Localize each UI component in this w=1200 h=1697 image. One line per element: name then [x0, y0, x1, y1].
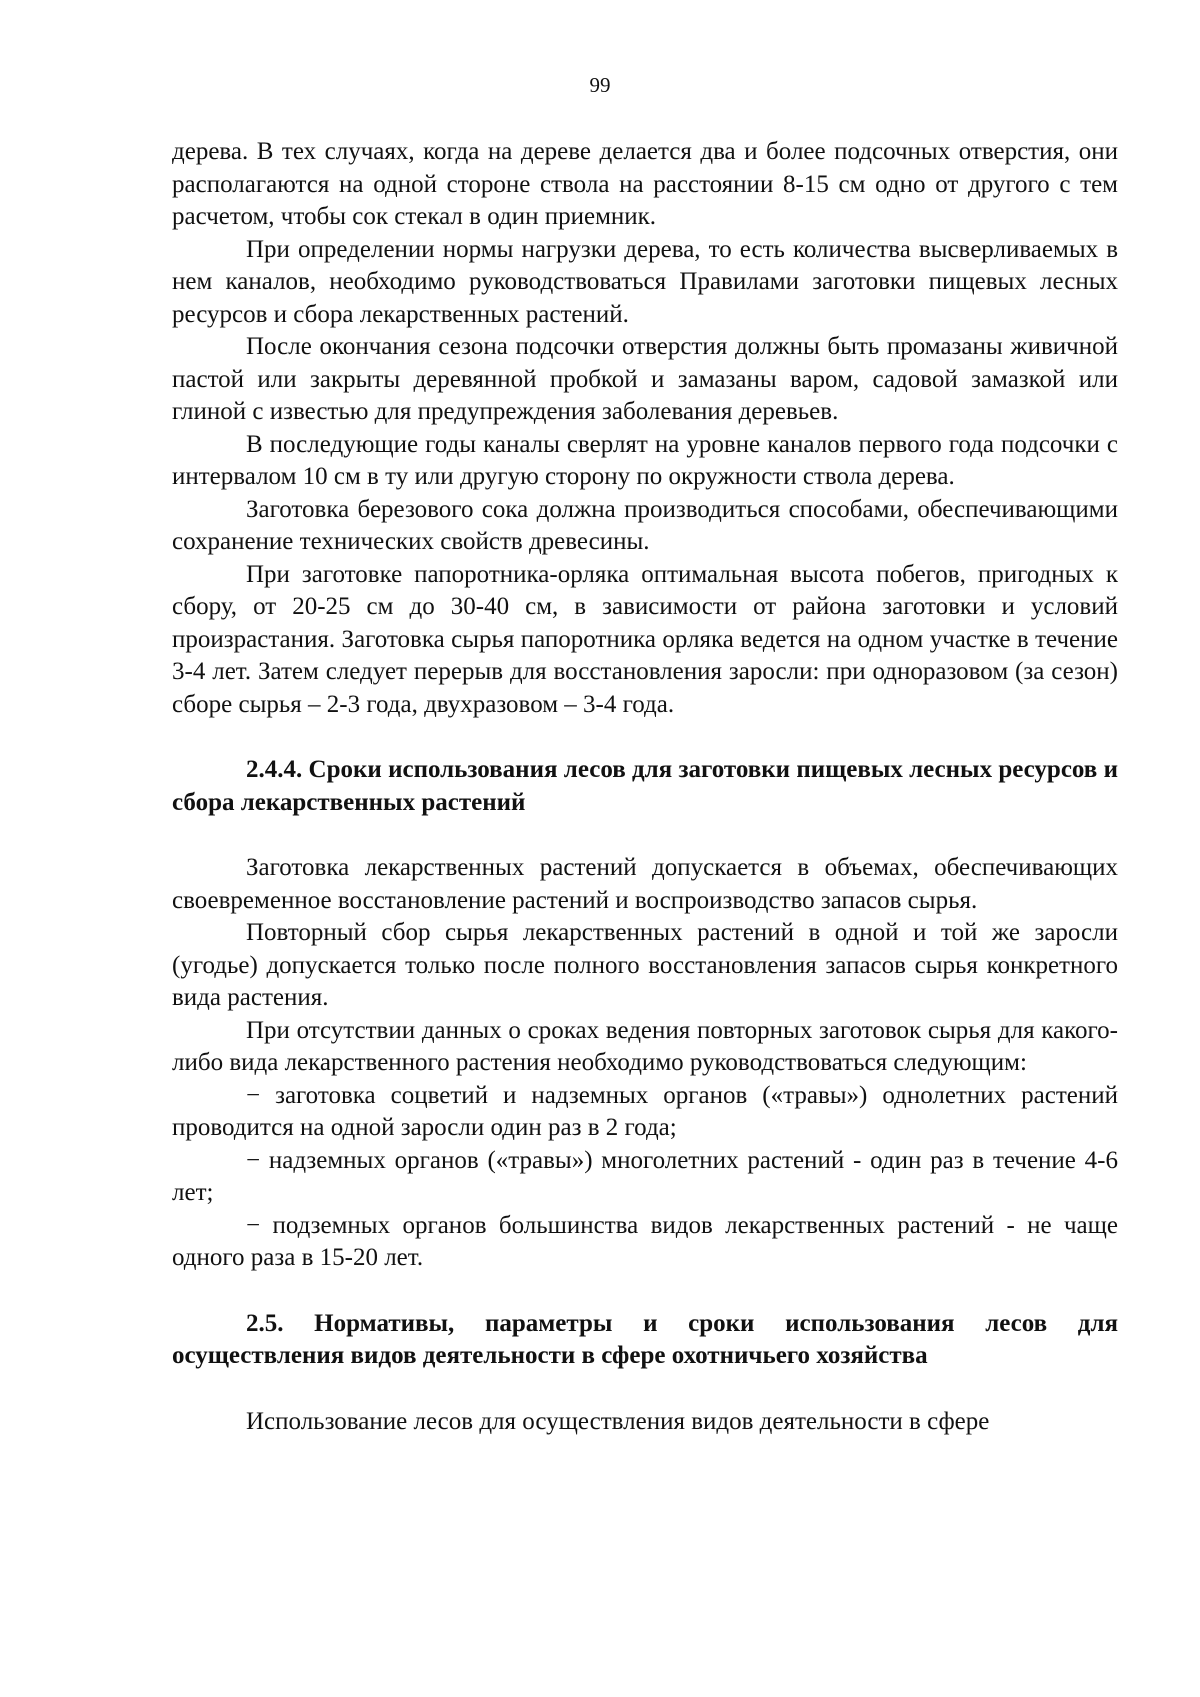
- section-spacer: [172, 1275, 1118, 1308]
- paragraph: Повторный сбор сырья лекарственных растений в одной и той же заросли (угодье) допускается только после полного восстановления запасов сырья конкретного вида растения.: [172, 919, 1118, 1011]
- paragraph: В последующие годы каналы сверлят на уровне каналов первого года подсочки с интервалом 10 см в ту или другую сторону по окружности ствола дерева.: [172, 430, 1118, 490]
- paragraph: После окончания сезона подсочки отверстия должны быть промазаны живичной пастой или закрыты деревянной пробкой и замазаны варом, садовой замазкой или глиной с известью для предупреждения заболевания деревьев.: [172, 333, 1118, 425]
- section-spacer: [172, 721, 1118, 754]
- paragraph: При отсутствии данных о сроках ведения повторных заготовок сырья для какого-либо вида лекарственного растения необходимо руководствоваться следующим:: [172, 1016, 1118, 1076]
- paragraph: Заготовка березового сока должна производиться способами, обеспечивающими сохранение технических свойств древесины.: [172, 495, 1118, 555]
- section-spacer: [172, 1373, 1118, 1406]
- section-spacer: [172, 819, 1118, 852]
- page-number: 99: [589, 73, 611, 97]
- paragraph: При определении нормы нагрузки дерева, то есть количества высверливаемых в нем каналов, необходимо руководствоваться Правилами заготовки пищевых лесных ресурсов и сбора лекарственных растений.: [172, 235, 1118, 328]
- list-item: − надземных органов («травы») многолетних растений - один раз в течение 4-6 лет;: [172, 1146, 1118, 1206]
- section-heading-2-5: 2.5. Нормативы, параметры и сроки использования лесов для осуществления видов деятельности в сфере охотничьего хозяйства: [172, 1309, 1118, 1369]
- paragraph-continuation: дерева. В тех случаях, когда на дереве делается два и более подсочных отверстия, они располагаются на одной стороне ствола на расстоянии 8-15 см одно от другого с тем расчетом, чтобы сок стекал в один приемник.: [172, 138, 1118, 230]
- paragraph: Заготовка лекарственных растений допускается в объемах, обеспечивающих своевременное восстановление растений и воспроизводство запасов сырья.: [172, 854, 1118, 914]
- paragraph: Использование лесов для осуществления видов деятельности в сфере: [246, 1407, 990, 1435]
- document-body: [172, 136, 1118, 1438]
- list-item: − подземных органов большинства видов лекарственных растений - не чаще одного раза в 15-20 лет.: [172, 1211, 1118, 1271]
- paragraph: При заготовке папоротника-орляка оптимальная высота побегов, пригодных к сбору, от 20-25 см до 30-40 см, в зависимости от района заготовки и условий произрастания. Заготовка сырья папоротника орляка ведется на одном участке в течение 3-4 лет. Затем следует перерыв для восстановления заросли: при одноразовом (за сезон) сборе сырья – 2-3 года, двухразовом – 3-4 года.: [172, 560, 1118, 718]
- list-item: − заготовка соцветий и надземных органов («травы») однолетних растений проводится на одной заросли один раз в 2 года;: [172, 1081, 1118, 1141]
- section-heading-2-4-4: 2.4.4. Сроки использования лесов для заготовки пищевых лесных ресурсов и сбора лекарственных растений: [172, 756, 1118, 816]
